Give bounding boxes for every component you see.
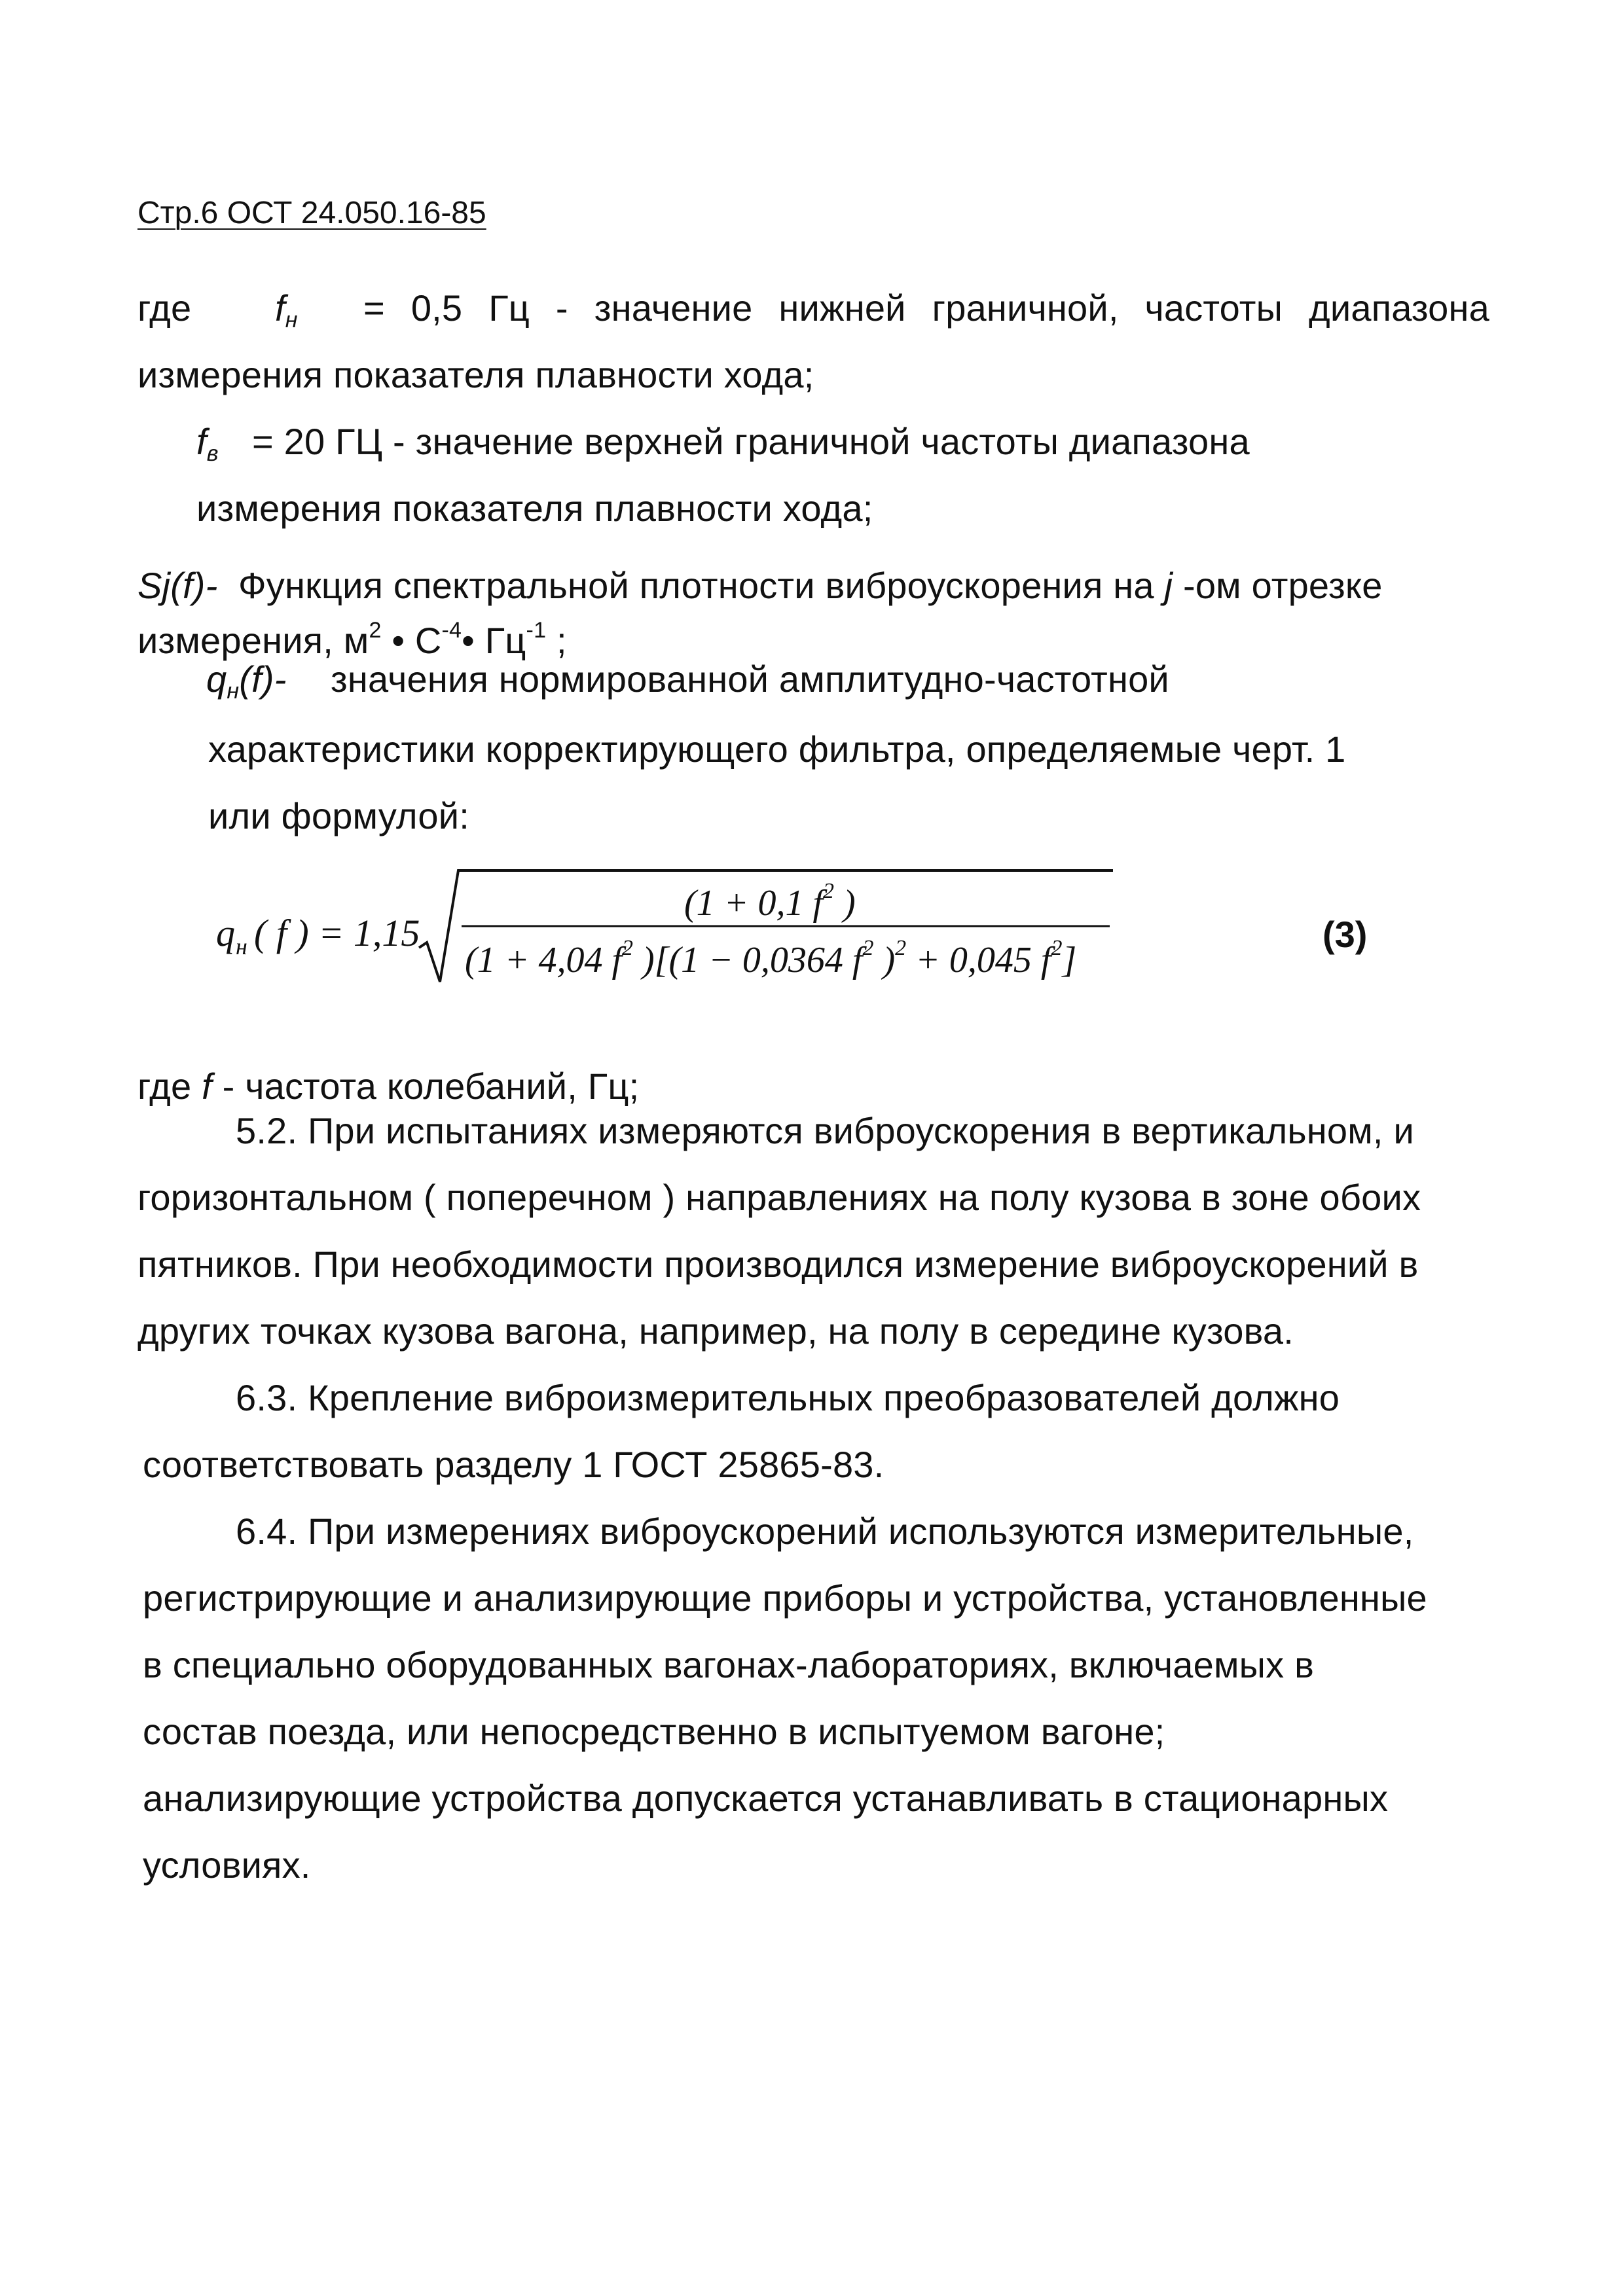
formula-3 (196, 851, 1146, 1001)
para-6-4-line4: состав поезда, или непосредственно в испытуемом вагоне; (143, 1711, 1165, 1752)
formula-denominator: (1 + 4,04 $f^2$ )[(1 − 0,0364 $f^2$ )$^2$ + 0,045 $f^2$] (465, 936, 1077, 980)
para-6-3-line2: соответствовать разделу 1 ГОСТ 25865-83. (143, 1444, 884, 1485)
formula-numerator: (1 + 0,1 $f^2$ ) (684, 879, 856, 924)
para-5-2-line2: горизонтальном ( поперечном ) направлениях на полу кузова в зоне обоих (137, 1177, 1421, 1218)
formula-lhs-sub: н (236, 933, 247, 960)
para-5-2-line3: пятников. При необходимости производился измерение виброускорений в (137, 1244, 1419, 1285)
sj-definition-line1: Sj(f)- Функция спектральной плотности виброускорения на j -ом отрезке (137, 565, 1383, 606)
page-header: Стр.6 ОСТ 24.050.16-85 (137, 196, 486, 230)
para-6-4-line3: в специально оборудованных вагонах-лабораториях, включаемых в (143, 1644, 1315, 1685)
qn-definition-line2: характеристики корректирующего фильтра, определяемые черт. 1 (208, 728, 1346, 770)
formula-lhs-q: q (216, 912, 235, 954)
fn-definition-line1: = 0,5 Гц - значение нижней граничной, частоты диапазона (363, 287, 1489, 329)
para-5-2-line1: 5.2. При испытаниях измеряются виброускорения в вертикальном, и (236, 1110, 1414, 1151)
para-5-2-line4: других точках кузова вагона, например, на полу в середине кузова. (137, 1310, 1294, 1352)
fn-symbol: $f_н$ (275, 287, 298, 332)
fn-definition-line2: измерения показателя плавности хода; (137, 354, 814, 395)
sj-definition-line2: измерения, $м^2$ • $С^{-4}•$ $Гц^{-1}$ ; (137, 618, 567, 661)
fn-where-label: где (137, 287, 192, 329)
para-6-4-line6: условиях. (143, 1844, 311, 1886)
fv-definition-line2: измерения показателя плавности хода; (196, 488, 873, 529)
formula-number: (3) (1322, 914, 1368, 955)
qn-definition-line1: значения нормированной амплитудно-частотной (331, 658, 1169, 700)
f-definition: где f - частота колебаний, Гц; (137, 1066, 640, 1107)
formula-graphic (196, 851, 1146, 1001)
para-6-4-line2: регистрирующие и анализирующие приборы и устройства, установленные (143, 1577, 1427, 1619)
qn-definition-line3: или формулой: (208, 795, 469, 836)
para-6-3-line1: 6.3. Крепление виброизмерительных преобразователей должно (236, 1377, 1340, 1418)
formula-lhs-arg: ( f ) = 1,15 (254, 912, 420, 954)
para-6-4-line5: анализирующие устройства допускается устанавливать в стационарных (143, 1778, 1389, 1819)
fv-symbol: $f_в$ (196, 421, 219, 466)
qn-symbol: $q_н(f)-$ (206, 658, 287, 704)
para-6-4-line1: 6.4. При измерениях виброускорений используются измерительные, (236, 1511, 1414, 1552)
fv-definition-line1: = 20 ГЦ - значение верхней граничной частоты диапазона (252, 421, 1250, 462)
